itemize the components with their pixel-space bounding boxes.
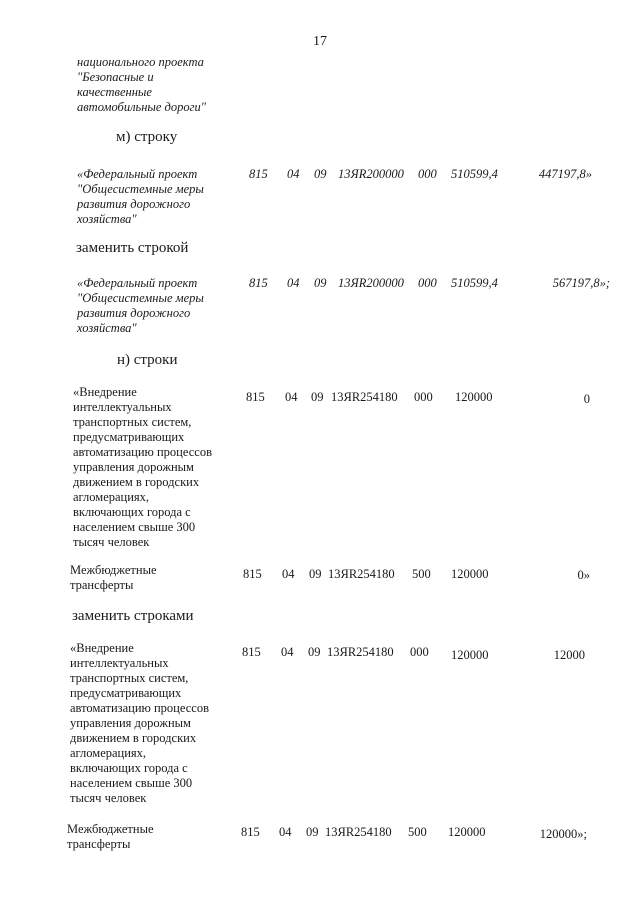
cell-pr: 09	[311, 390, 324, 404]
cell-sum2: 12000	[553, 648, 585, 662]
cell-pr: 09	[314, 167, 327, 181]
cell-vr: 000	[418, 167, 437, 181]
cell-rz: 04	[282, 567, 295, 581]
row-description: Межбюджетные трансферты	[70, 563, 157, 592]
cell-gr: 815	[249, 276, 268, 290]
cell-rz: 04	[281, 645, 294, 659]
cell-vr: 000	[414, 390, 433, 404]
row-description: Межбюджетные трансферты	[67, 822, 154, 851]
cell-vr: 000	[410, 645, 429, 659]
cell-pr: 09	[309, 567, 322, 581]
cell-pr: 09	[306, 825, 319, 839]
cell-gr: 815	[249, 167, 268, 181]
cell-sum1: 120000	[448, 825, 486, 839]
intro-line: автомобильные дороги"	[77, 100, 207, 114]
cell-sum1: 510599,4	[451, 276, 498, 290]
cell-vr: 000	[418, 276, 437, 290]
row-description: «Внедрение интеллектуальных транспортных систем, предусматривающих автоматизацию процессов управления дорожным движением в городских агломерациях, включающих города с населением свыше 300 тысяч человек	[73, 385, 212, 549]
cell-csr: 13ЯR254180	[331, 390, 398, 404]
cell-rz: 04	[287, 167, 300, 181]
instruction-replace-row: заменить строкой	[76, 240, 189, 256]
row-description: «Федеральный проект "Общесистемные меры развития дорожного хозяйства"	[77, 276, 204, 335]
instruction-replace-rows: заменить строками	[72, 608, 194, 624]
cell-gr: 815	[242, 645, 261, 659]
row-description: «Внедрение интеллектуальных транспортных систем, предусматривающих автоматизацию процессов управления дорожным движением в городских агломерациях, включающих города с населением свыше 300 тысяч человек	[70, 641, 209, 805]
cell-sum2: 120000»;	[539, 827, 587, 841]
cell-csr: 13ЯR200000	[338, 276, 404, 290]
cell-sum2: 0»	[577, 568, 590, 582]
cell-rz: 04	[279, 825, 292, 839]
cell-rz: 04	[287, 276, 300, 290]
cell-gr: 815	[243, 567, 262, 581]
cell-csr: 13ЯR254180	[328, 567, 395, 581]
cell-gr: 815	[241, 825, 260, 839]
cell-csr: 13ЯR254180	[325, 825, 392, 839]
cell-sum1: 510599,4	[451, 167, 498, 181]
cell-sum2: 567197,8»;	[552, 276, 610, 290]
cell-sum1: 120000	[451, 567, 489, 581]
cell-rz: 04	[285, 390, 298, 404]
cell-sum1: 120000	[455, 390, 493, 404]
cell-pr: 09	[308, 645, 321, 659]
cell-sum1: 120000	[451, 648, 489, 662]
intro-line: качественные	[77, 85, 152, 99]
cell-vr: 500	[412, 567, 431, 581]
cell-vr: 500	[408, 825, 427, 839]
instruction-m: м) строку	[116, 129, 178, 145]
cell-pr: 09	[314, 276, 327, 290]
cell-sum2: 0	[583, 392, 590, 406]
cell-sum2: 447197,8»	[538, 167, 592, 181]
cell-csr: 13ЯR200000	[338, 167, 404, 181]
row-description: «Федеральный проект "Общесистемные меры развития дорожного хозяйства"	[77, 167, 204, 226]
intro-line: "Безопасные и	[77, 70, 154, 84]
intro-line: национального проекта	[77, 55, 204, 69]
page-number: 17	[313, 34, 327, 49]
cell-csr: 13ЯR254180	[327, 645, 394, 659]
instruction-n: н) строки	[117, 352, 178, 368]
intro-text	[77, 55, 237, 115]
cell-gr: 815	[246, 390, 265, 404]
